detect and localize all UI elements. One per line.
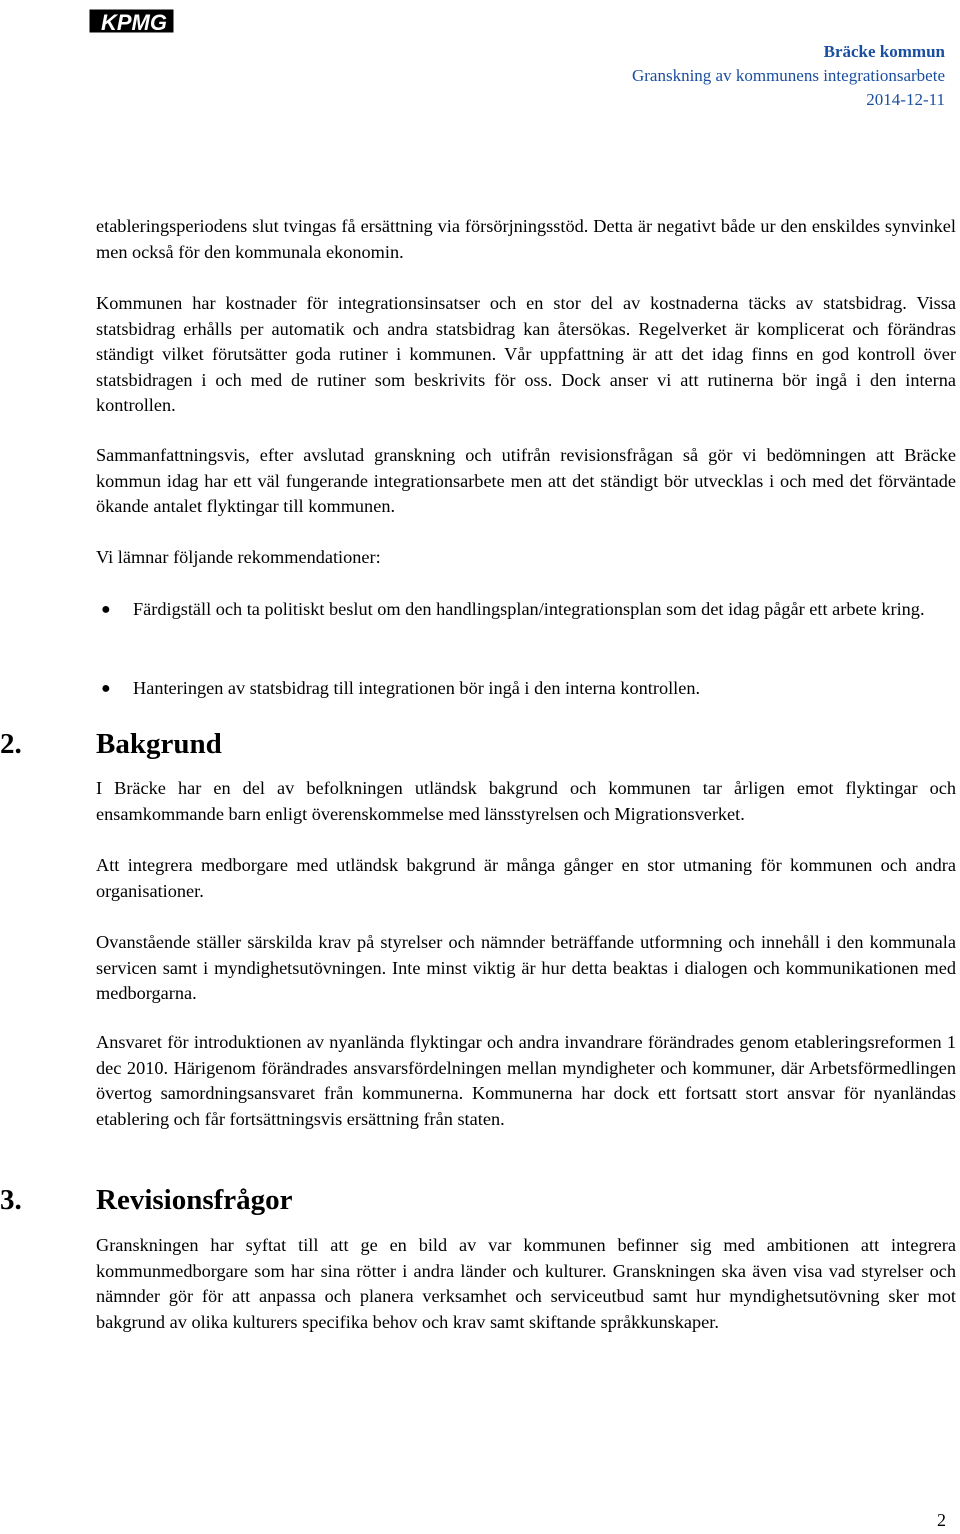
kpmg-logo	[88, 4, 180, 38]
paragraph: Kommunen har kostnader för integrationsinsatser och en stor del av kostnaderna täcks av statsbidrag. Vissa statsbidrag erhålls per automatik och andra statsbidrag kan återsökas. Regelverket är komplicerat och förändras ständigt vilket förutsätter goda rutiner i kommunen. Vår uppfattning är att det idag finns en god kontroll över statsbidragen i och med de rutiner som beskrivits för oss. Dock anser vi att rutinerna bör ingå i den interna kontrollen.	[96, 293, 956, 416]
list-item-text: Hanteringen av statsbidrag till integrationen bör ingå i den interna kontrollen.	[133, 678, 701, 698]
section-number: 2.	[0, 728, 22, 760]
paragraph: Sammanfattningsvis, efter avslutad granskning och utifrån revisionsfrågan så gör vi bedömningen att Bräcke kommun idag har ett väl fungerande integrationsarbete men att det ständigt bör utvecklas i och med det förväntade ökande antalet flyktingar till kommunen.	[96, 445, 956, 517]
report-title: Granskning av kommunens integrationsarbete	[631, 66, 945, 85]
section-title: Bakgrund	[96, 728, 222, 760]
organization-name: Bräcke kommun	[823, 42, 945, 61]
svg-text:KPMG: KPMG	[101, 10, 167, 35]
bullet-icon: ●	[101, 601, 111, 618]
paragraph: Granskningen har syftat till att ge en bild av var kommunen befinner sig med ambitionen att integrera kommunmedborgare som har sina rötter i andra länder och kulturer. Granskningen ska även visa vad styrelser och nämnder gör för att anpassa och planera verksamhet och serviceutbud samt hur myndighetsutövning sker mot bakgrund av olika kulturers specifika behov och krav samt skiftande språkkunskaper.	[96, 1235, 956, 1332]
paragraph: Ansvaret för introduktionen av nyanlända flyktingar och andra invandrare förändrades genom etableringsreformen 1 dec 2010. Härigenom förändrades ansvarsfördelningen mellan myndigheter och kommuner, där Arbetsförmedlingen övertog samordningsansvaret från kommunerna. Kommunerna har dock ett fortsatt stort ansvar för nyanländas etablering och får fortsättningsvis ersättning från staten.	[96, 1032, 956, 1129]
paragraph: Vi lämnar följande rekommendationer:	[96, 547, 381, 567]
paragraph: I Bräcke har en del av befolkningen utländsk bakgrund och kommunen tar årligen emot flyktingar och ensamkommande barn enligt överenskommelse med länsstyrelsen och Migrationsverket.	[96, 778, 956, 824]
document-header	[632, 40, 945, 112]
section-title: Revisionsfrågor	[96, 1184, 293, 1216]
report-date: 2014-12-11	[866, 90, 945, 109]
page-number: 2	[937, 1510, 946, 1530]
bullet-icon: ●	[101, 680, 111, 697]
paragraph: Ovanstående ställer särskilda krav på styrelser och nämnder beträffande utformning och innehåll i den kommunala servicen samt i myndighetsutövningen. Inte minst viktig är hur detta beaktas i dialogen och kommunikationen med medborgarna.	[96, 932, 956, 1004]
paragraph: Att integrera medborgare med utländsk bakgrund är många gånger en stor utmaning för kommunen och andra organisationer.	[96, 855, 956, 901]
paragraph: etableringsperiodens slut tvingas få ersättning via försörjningsstöd. Detta är negativt både ur den enskildes synvinkel men också för den kommunala ekonomin.	[96, 216, 956, 262]
list-item-text: Färdigställ och ta politiskt beslut om den handlingsplan/integrationsplan som det idag pågår ett arbete kring.	[133, 599, 925, 619]
section-number: 3.	[0, 1184, 22, 1216]
